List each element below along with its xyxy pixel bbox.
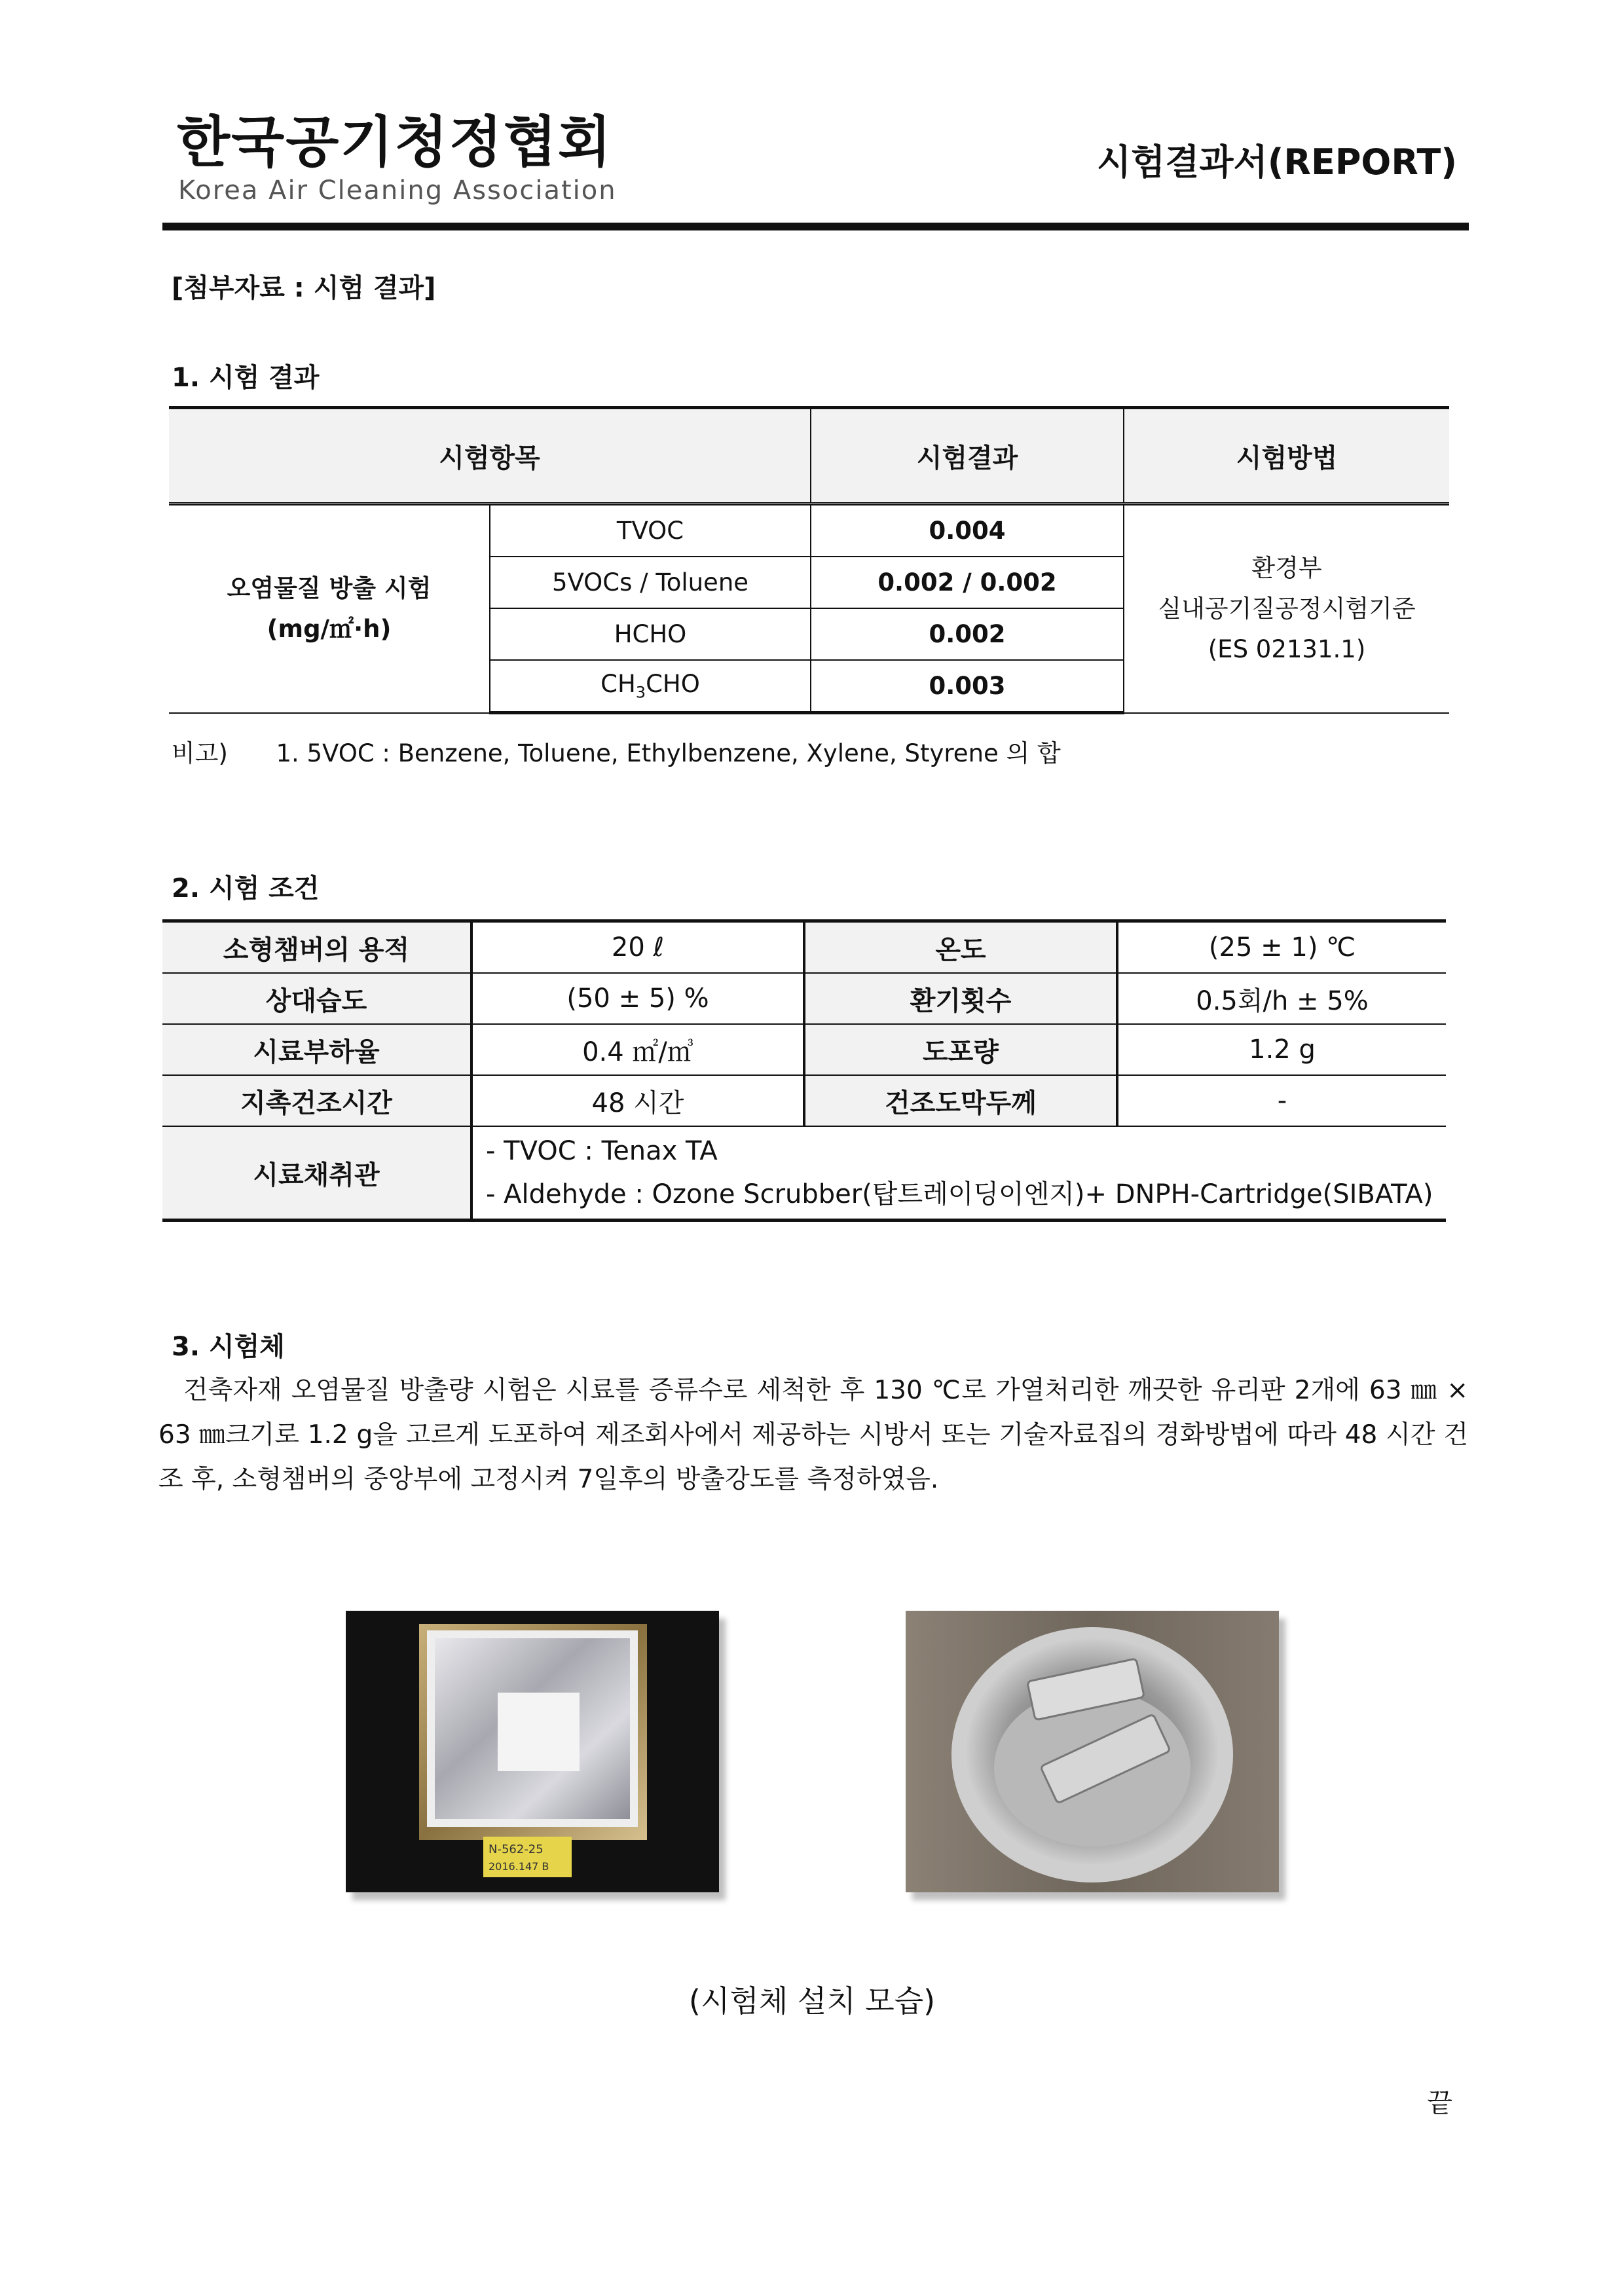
table-row	[162, 973, 1446, 1024]
sampling-line-1: - TVOC : Tenax TA	[486, 1136, 718, 1166]
cond-label: 상대습도	[162, 973, 471, 1024]
specimen-paragraph: 건축자재 오염물질 방출량 시험은 시료를 증류수로 세척한 후 130 ℃로 가열처리한 깨끗한 유리판 2개에 63 ㎜ × 63 ㎜크기로 1.2 g을 고르게 도포하여 제조회사에서 제공하는 시방서 또는 기술자료집의 경화방법에 따라 48 시간 건조 후, 소형챔버의 중앙부에 고정시켜 7일후의 방출강도를 측정하였음.	[158, 1376, 1468, 1494]
item-acetaldehyde: $CH_3CHO$	[490, 660, 811, 713]
item-5vocs: 5VOCs / Toluene	[490, 557, 811, 608]
header-result: 시험결과	[811, 408, 1124, 504]
cond-label: 환기횟수	[804, 973, 1117, 1024]
cond-value: 0.5회/h ± 5%	[1117, 973, 1446, 1024]
category-cell	[169, 504, 490, 713]
results-table	[169, 406, 1449, 714]
cond-value: 0.4 ㎡/㎥	[471, 1024, 804, 1075]
cond-value: (50 ± 5) %	[471, 973, 804, 1024]
specimen-photo-1	[346, 1611, 719, 1892]
sampling-label: 시료채취관	[162, 1126, 471, 1221]
cond-value: (25 ± 1) ℃	[1117, 921, 1446, 974]
cond-label: 온도	[804, 921, 1117, 974]
cond-value: 48 시간	[471, 1075, 804, 1126]
org-name-english: Korea Air Cleaning Association	[178, 175, 617, 206]
section3-title: 3. 시험체	[172, 1332, 285, 1362]
result-tvoc: 0.004	[811, 504, 1124, 557]
cond-value: -	[1117, 1075, 1446, 1126]
table-row	[162, 1126, 1446, 1221]
cond-value: 20 ℓ	[471, 921, 804, 974]
result-5vocs: 0.002 / 0.002	[811, 557, 1124, 608]
attachment-label: [첨부자료 : 시험 결과]	[172, 273, 436, 303]
category-label: 오염물질 방출 시험	[227, 574, 432, 602]
cond-label: 건조도막두께	[804, 1075, 1117, 1126]
result-hcho: 0.002	[811, 608, 1124, 660]
photo-caption: (시험체 설치 모습)	[688, 1983, 936, 2019]
header-method: 시험방법	[1124, 408, 1449, 504]
tray-label-line-1: N-562-25	[489, 1843, 544, 1856]
table-row	[169, 504, 1449, 557]
cond-label: 시료부하율	[162, 1024, 471, 1075]
method-line-2: 실내공기질공정시험기준	[1158, 594, 1416, 623]
result-acetaldehyde: 0.003	[811, 660, 1124, 713]
cond-label: 지촉건조시간	[162, 1075, 471, 1126]
end-mark: 끝	[1427, 2088, 1452, 2118]
category-unit: (mg/㎡·h)	[267, 614, 392, 643]
header-rule	[162, 223, 1469, 230]
sampling-line-2: - Aldehyde : Ozone Scrubber(탑트레이딩이엔지)+ DNPH-Cartridge(SIBATA)	[486, 1179, 1433, 1209]
cond-label: 도포량	[804, 1024, 1117, 1075]
report-title: 시험결과서(REPORT)	[1096, 141, 1457, 183]
item-tvoc: TVOC	[490, 504, 811, 557]
note-label: 비고)	[172, 739, 228, 767]
item-hcho: HCHO	[490, 608, 811, 660]
method-line-3: (ES 02131.1)	[1208, 634, 1366, 663]
method-cell	[1124, 504, 1449, 713]
table-row	[162, 1075, 1446, 1126]
table-row	[162, 1024, 1446, 1075]
method-line-1: 환경부	[1251, 553, 1322, 582]
header-item: 시험항목	[169, 408, 811, 504]
sampling-cell	[471, 1126, 1446, 1221]
org-name-korean: 한국공기청정협회	[177, 110, 613, 174]
note	[172, 733, 1061, 769]
chamber-image	[906, 1611, 1279, 1892]
results-header-row	[169, 408, 1449, 504]
cond-label: 소형챔버의 용적	[162, 921, 471, 974]
note-text: 1. 5VOC : Benzene, Toluene, Ethylbenzene, Xylene, Styrene 의 합	[276, 739, 1061, 767]
conditions-table	[162, 919, 1446, 1222]
tray-label-line-2: 2016.147 B	[489, 1860, 549, 1873]
section2-title: 2. 시험 조건	[172, 873, 320, 904]
section1-title: 1. 시험 결과	[172, 363, 320, 393]
cond-value: 1.2 g	[1117, 1024, 1446, 1075]
table-row	[162, 921, 1446, 974]
specimen-tray-image	[346, 1611, 719, 1892]
specimen-photo-2	[906, 1611, 1279, 1892]
